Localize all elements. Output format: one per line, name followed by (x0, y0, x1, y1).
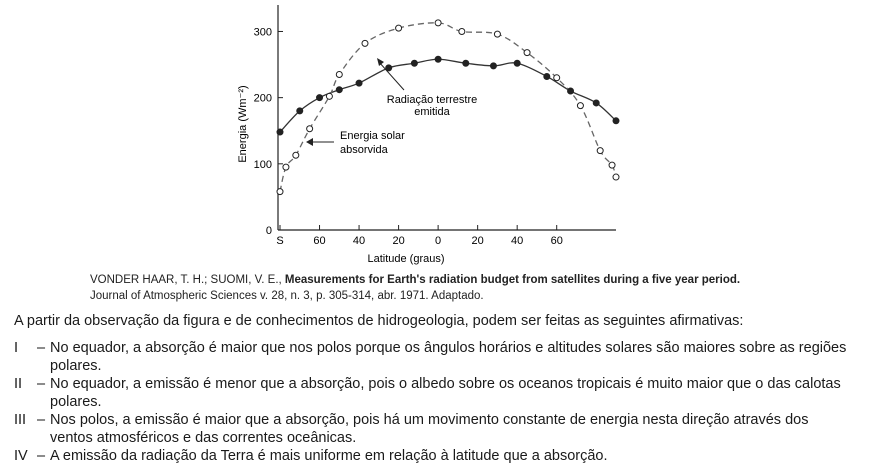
x-tick-label: 60 (550, 235, 563, 247)
chart-ticks (254, 26, 563, 247)
citation-authors: VONDER HAAR, T. H.; SUOMI, V. E., (90, 274, 285, 286)
emitted-point (463, 60, 469, 66)
emitted-arrow-head (377, 58, 384, 66)
emitted-point (514, 60, 520, 66)
emitted-point (336, 87, 342, 93)
x-axis-label: Latitude (graus) (367, 253, 445, 265)
emitted-point (613, 118, 619, 124)
absorbed-label: absorvida (340, 144, 388, 156)
x-tick-label: S (276, 235, 284, 247)
absorbed-point (283, 164, 289, 170)
emitted-point (593, 100, 599, 106)
y-tick-label: 100 (253, 158, 272, 171)
absorbed-point (613, 174, 619, 180)
statement-list (14, 339, 854, 465)
emitted-point (490, 63, 496, 69)
emitted-point (435, 56, 441, 62)
statement-number: III (14, 412, 27, 428)
citation-title: Measurements for Earth's radiation budget from satellites during a five year period. (284, 274, 741, 286)
absorbed-point (524, 50, 530, 56)
y-axis-label: Energia (Wm⁻²) (237, 85, 249, 163)
absorbed-point (494, 31, 500, 37)
absorbed-point (435, 20, 441, 26)
emitted-point (297, 108, 303, 114)
x-tick-label: 40 (352, 235, 366, 247)
absorbed-point (396, 25, 402, 31)
statement-dash: – (36, 340, 46, 356)
statement-item (14, 411, 854, 447)
emitted-point (544, 73, 550, 79)
statement-dash: – (36, 376, 46, 392)
x-tick-label: 40 (511, 235, 524, 247)
question-intro: A partir da observação da figura e de conhecimentos de hidrogeologia, podem ser feitas as seguintes afirmativas: (14, 313, 744, 329)
statement-text: No equador, a absorção é maior que nos polos porque os ângulos horários e altitudes solares são maiores sobre as regiões polares. (50, 340, 847, 374)
absorbed-point (597, 148, 603, 154)
emitted-point (317, 95, 323, 101)
emitted-point (411, 60, 417, 66)
absorbed-point (554, 75, 560, 81)
absorbed-point (326, 93, 332, 99)
y-tick-label: 0 (265, 225, 272, 237)
statement-text: Nos polos, a emissão é maior que a absorção, pois há um movimento constante de energia nesta direção através dos ventos atmosféricos e das correntes oceânicas. (50, 412, 809, 446)
y-tick-label: 200 (253, 92, 272, 105)
absorbed-point (307, 126, 313, 132)
emitted-label: emitida (414, 106, 450, 118)
statement-item (14, 375, 854, 411)
citation (90, 272, 740, 304)
statement-text: No equador, a emissão é menor que a absorção, pois o albedo sobre os oceanos tropicais é muito maior que o das calotas polares. (50, 376, 841, 410)
citation-line-1 (90, 272, 740, 288)
citation-journal: Journal of Atmospheric Sciences v. 28, n. 3, p. 305-314, abr. 1971. Adaptado. (90, 290, 484, 302)
statement-dash: – (36, 448, 46, 464)
statement-number: I (14, 340, 19, 356)
x-tick-label: 20 (392, 235, 405, 247)
absorbed-point (609, 162, 615, 168)
absorbed-point (293, 152, 299, 158)
x-tick-label: 60 (313, 235, 326, 247)
emitted-label: Radiação terrestre (386, 94, 478, 106)
statement-text: A emissão da radiação da Terra é mais uniforme em relação à latitude que a absorção. (50, 448, 608, 464)
absorbed-point (577, 103, 583, 109)
absorbed-arrow-head (306, 138, 313, 146)
emitted-point (356, 80, 362, 86)
x-tick-label: 20 (471, 235, 484, 247)
statement-number: IV (14, 448, 28, 464)
absorbed-point (277, 189, 283, 195)
y-tick-label: 300 (253, 26, 272, 39)
absorbed-label: Energia solar (340, 130, 405, 142)
absorbed-point (362, 40, 368, 46)
chart-annotations (306, 58, 477, 156)
absorbed-point (459, 28, 465, 34)
statement-item (14, 339, 854, 375)
emitted-point (568, 88, 574, 94)
x-tick-label: 0 (435, 235, 442, 247)
statement-number: II (14, 376, 23, 392)
statement-dash: – (36, 412, 46, 428)
absorbed-point (336, 71, 342, 77)
statement-item (14, 447, 854, 465)
emitted-point (277, 129, 283, 135)
